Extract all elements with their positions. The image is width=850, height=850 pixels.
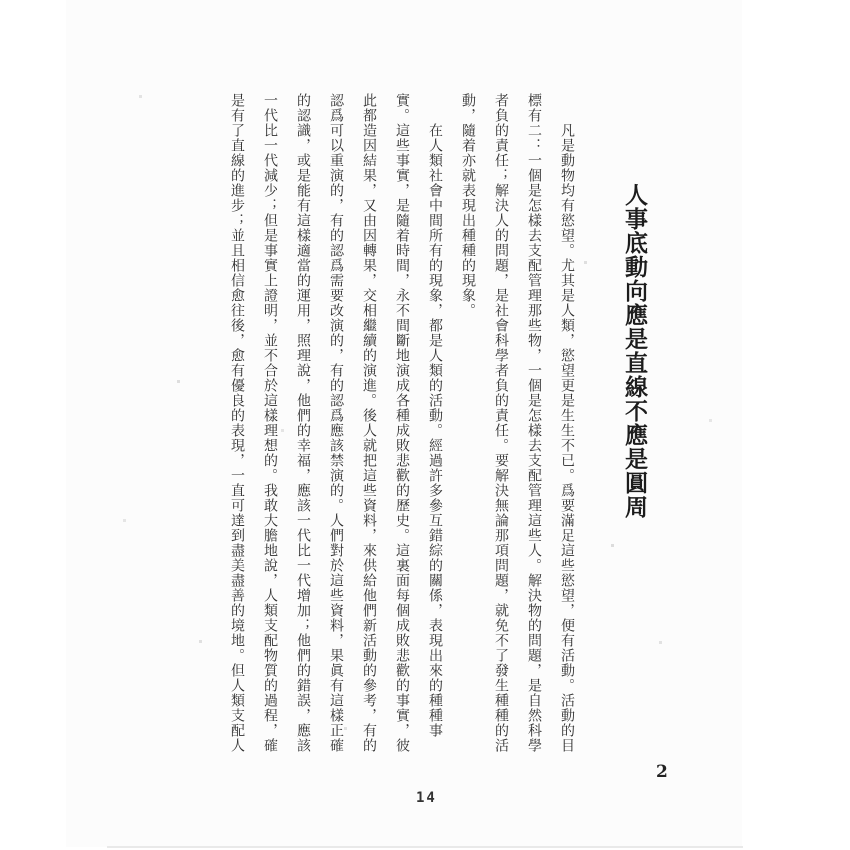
text-column: 在人類社會中間所有的現象，都是人類的活動。經過許多參互錯綜的關係，表現出來的種種事: [427, 123, 443, 738]
text-column: 實。這些事實，是隨着時間，永不間斷地演成各種成敗悲歡的歷史。這裏面每個成敗悲歡的事實，彼: [394, 93, 410, 753]
chapter-title: 人事底動向應是直線不應是圓周: [621, 183, 648, 519]
text-column: 標有二：一個是怎樣去支配管理那些物，一個是怎樣去支配管理這些人。解決物的問題，是自然科學: [526, 93, 542, 753]
text-column: 的認識，或是能有這樣適當的運用，照理說，他們的幸福，應該一代比一代增加；他們的錯誤，應該: [295, 93, 311, 753]
text-column: 認爲可以重演的，有的認爲需要改演的，有的認爲應該禁演的。人們對於這些資料，果眞有這樣正確: [328, 93, 344, 753]
text-column: 一代比一代減少；但是事實上證明，並不合於這樣理想的。我敢大膽地說，人類支配物質的過程，確: [262, 93, 278, 753]
text-column: 凡是動物均有慾望。尤其是人類，慾望更是生生不已。爲要滿足這些慾望，便有活動。活動的目: [559, 123, 575, 753]
scan-noise-specks: [0, 0, 1, 1]
text-column: 此都造因結果，又由因轉果，交相繼續的演進。後人就把這些資料，來供給他們新活動的參考，有的: [361, 93, 377, 753]
chapter-number: 2: [656, 762, 668, 782]
text-column: 是有了直線的進步；並且相信愈往後，愈有優良的表現，一直可達到盡美盡善的境地。但人類支配人: [229, 93, 245, 753]
page-edge-shadow: [107, 846, 743, 848]
text-column: 者負的責任；解決人的問題，是社會科學者負的責任。要解決無論那項問題，就免不了發生種種的活: [493, 93, 509, 753]
text-column: 動，隨着亦就表現出種種的現象。: [460, 93, 476, 318]
page-number: 14: [416, 790, 437, 806]
